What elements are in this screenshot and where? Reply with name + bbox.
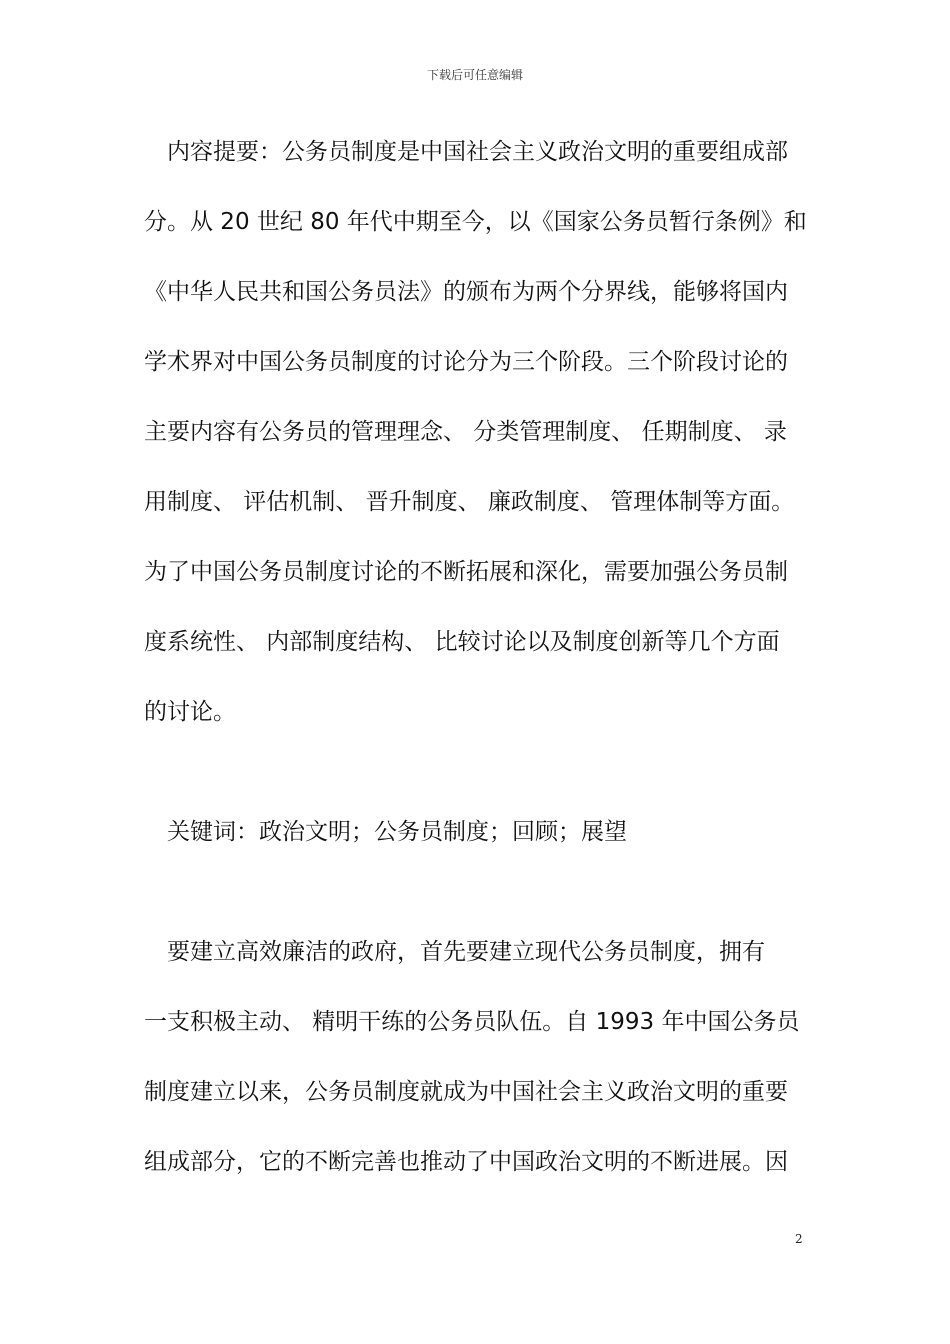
body-line: 组成部分，它的不断完善也推动了中国政治文明的不断进展。因 [144,1149,788,1175]
page-number: 2 [795,1232,803,1246]
abstract-line: 为了中国公务员制度讨论的不断拓展和深化，需要加强公务员制 [144,559,788,585]
abstract-line: 学术界对中国公务员制度的讨论分为三个阶段。三个阶段讨论的 [144,349,788,375]
abstract-line: 分。从 20 世纪 80 年代中期至今，以《国家公务员暂行条例》和 [144,209,807,235]
body-line: 制度建立以来，公务员制度就成为中国社会主义政治文明的重要 [144,1079,788,1105]
abstract-line: 内容提要：公务员制度是中国社会主义政治文明的重要组成部 [144,139,788,165]
keywords-line: 关键词：政治文明；公务员制度；回顾；展望 [144,819,627,845]
body-line: 要建立高效廉洁的政府，首先要建立现代公务员制度，拥有 [144,939,765,965]
body-line: 一支积极主动、 精明干练的公务员队伍。自 1993 年中国公务员 [144,1009,800,1035]
abstract-line: 度系统性、 内部制度结构、 比较讨论以及制度创新等几个方面 [144,629,780,655]
abstract-line: 《中华人民共和国公务员法》的颁布为两个分界线，能够将国内 [144,279,788,305]
abstract-line: 的讨论。 [144,699,236,725]
abstract-line: 主要内容有公务员的管理理念、 分类管理制度、 任期制度、 录 [144,419,787,445]
header-note: 下载后可任意编辑 [426,68,523,82]
abstract-line: 用制度、 评估机制、 晋升制度、 廉政制度、 管理体制等方面。 [144,489,795,515]
